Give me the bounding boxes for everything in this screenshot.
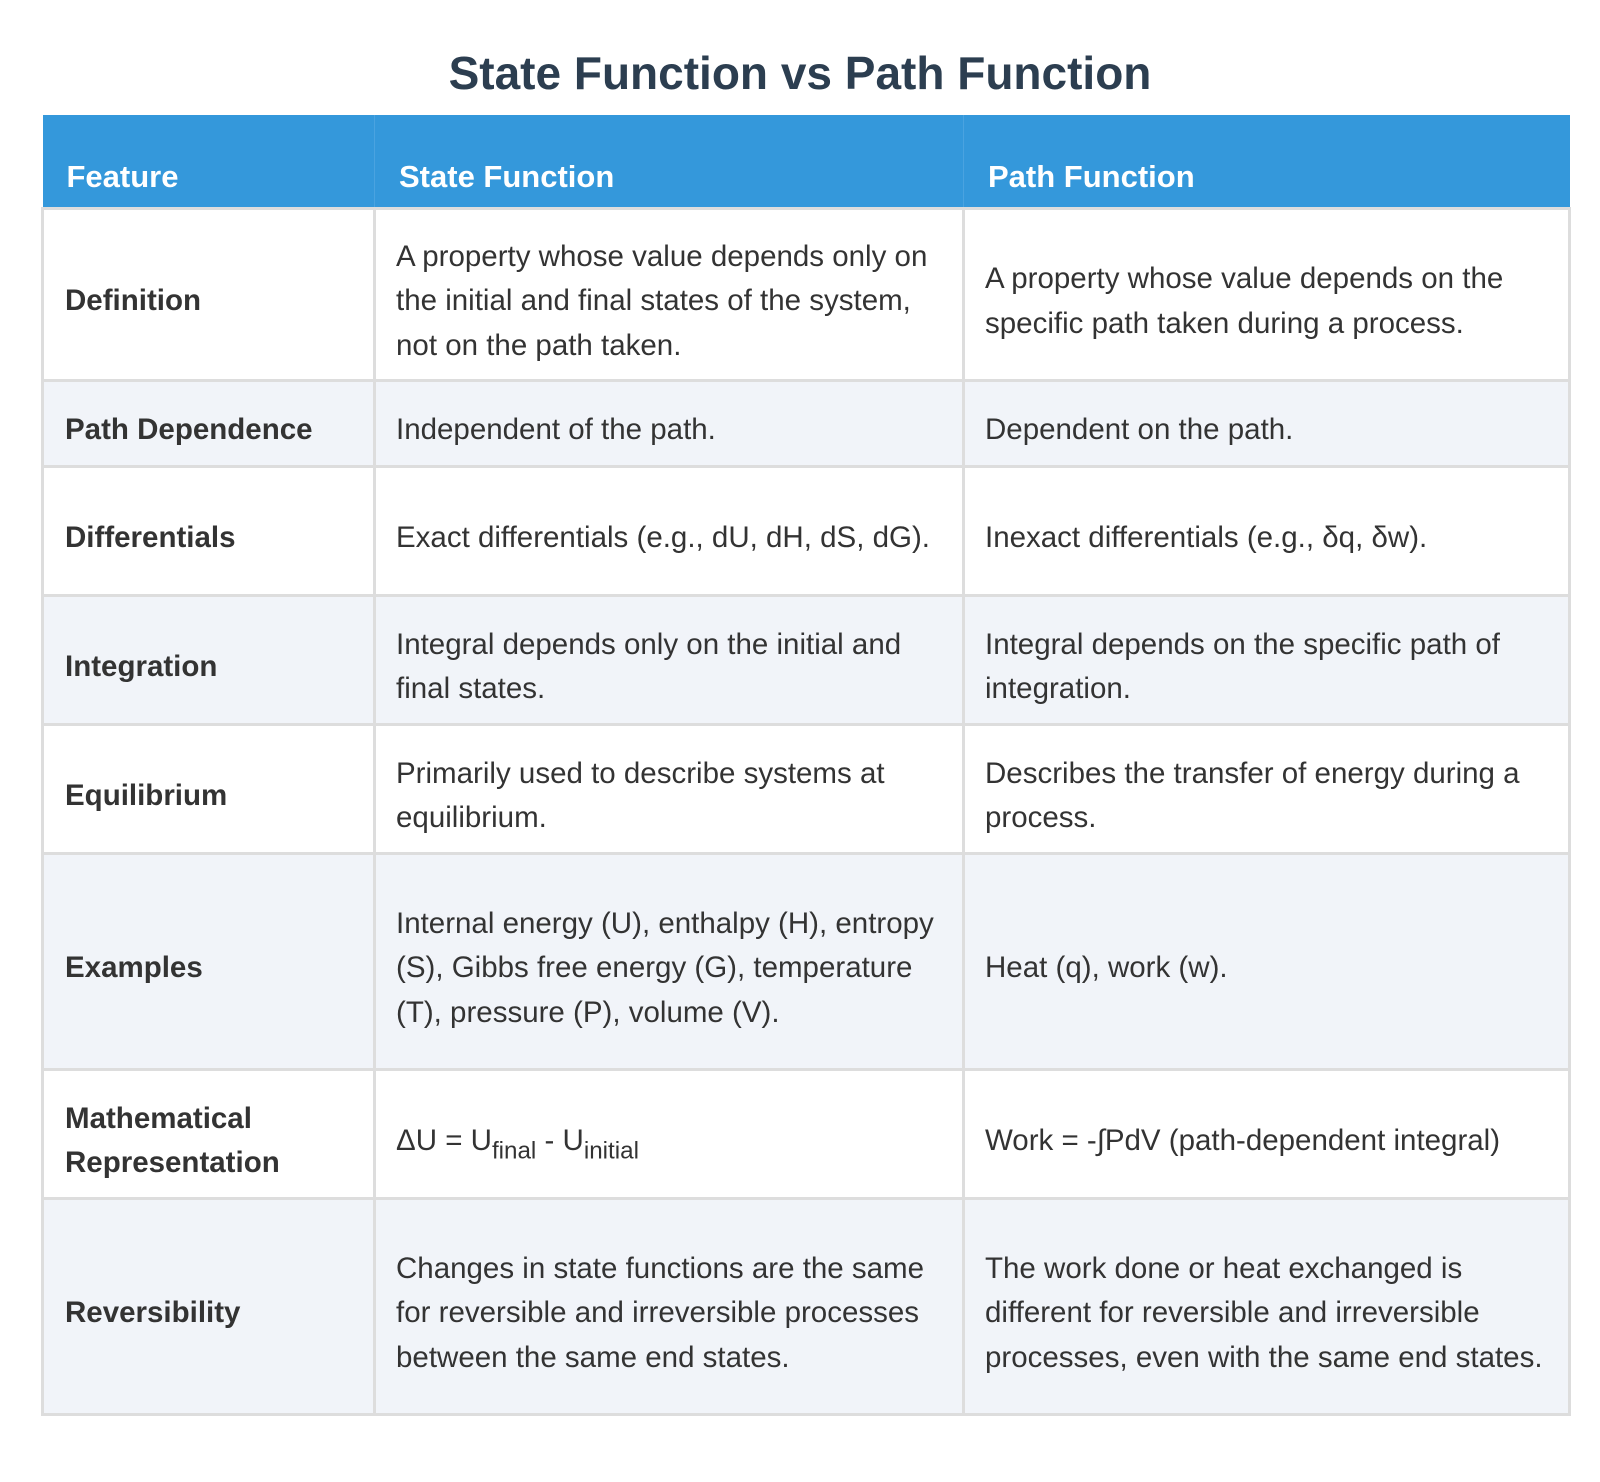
feature-cell: Differentials — [43, 467, 375, 596]
state-function-cell: A property whose value depends only on the initial and final states of the system, not on the path taken. — [375, 209, 964, 381]
formula-lhs: ΔU = U — [396, 1123, 492, 1157]
path-function-cell: Dependent on the path. — [964, 381, 1570, 467]
feature-cell: Path Dependence — [43, 381, 375, 467]
feature-cell: Mathematical Representation — [43, 1070, 375, 1199]
page-title: State Function vs Path Function — [448, 47, 1152, 99]
header-path-function: Path Function — [964, 115, 1570, 209]
table-row — [43, 725, 1570, 854]
formula-sub-initial: initial — [583, 1137, 639, 1165]
formula-mid: - U — [536, 1123, 584, 1157]
state-function-cell: Exact differentials (e.g., dU, dH, dS, dG). — [375, 467, 964, 596]
table-row — [43, 381, 1570, 467]
feature-cell: Equilibrium — [43, 725, 375, 854]
table-row — [43, 1070, 1570, 1199]
feature-cell: Reversibility — [43, 1199, 375, 1415]
state-function-cell — [375, 1070, 964, 1199]
feature-cell: Integration — [43, 596, 375, 725]
table-row — [43, 596, 1570, 725]
path-function-cell: Describes the transfer of energy during a process. — [964, 725, 1570, 854]
path-function-cell: A property whose value depends on the specific path taken during a process. — [964, 209, 1570, 381]
path-function-cell: The work done or heat exchanged is different for reversible and irreversible processes, even with the same end states. — [964, 1199, 1570, 1415]
state-function-cell: Changes in state functions are the same for reversible and irreversible processes between the same end states. — [375, 1199, 964, 1415]
comparison-table — [41, 115, 1571, 1416]
feature-cell: Examples — [43, 854, 375, 1070]
path-function-cell: Heat (q), work (w). — [964, 854, 1570, 1070]
table-row — [43, 467, 1570, 596]
feature-cell: Definition — [43, 209, 375, 381]
header-feature: Feature — [43, 115, 375, 209]
state-function-cell: Independent of the path. — [375, 381, 964, 467]
table-row — [43, 854, 1570, 1070]
table-header-row — [43, 115, 1570, 209]
state-function-cell: Primarily used to describe systems at equilibrium. — [375, 725, 964, 854]
state-function-cell: Integral depends only on the initial and final states. — [375, 596, 964, 725]
formula-sub-final: final — [491, 1137, 537, 1165]
state-function-cell: Internal energy (U), enthalpy (H), entropy (S), Gibbs free energy (G), temperature (T), pressure (P), volume (V). — [375, 854, 964, 1070]
path-function-cell: Work = -∫PdV (path-dependent integral) — [964, 1070, 1570, 1199]
path-function-cell: Inexact differentials (e.g., δq, δw). — [964, 467, 1570, 596]
table-row — [43, 209, 1570, 381]
table-row — [43, 1199, 1570, 1415]
header-state-function: State Function — [375, 115, 964, 209]
path-function-cell: Integral depends on the specific path of integration. — [964, 596, 1570, 725]
